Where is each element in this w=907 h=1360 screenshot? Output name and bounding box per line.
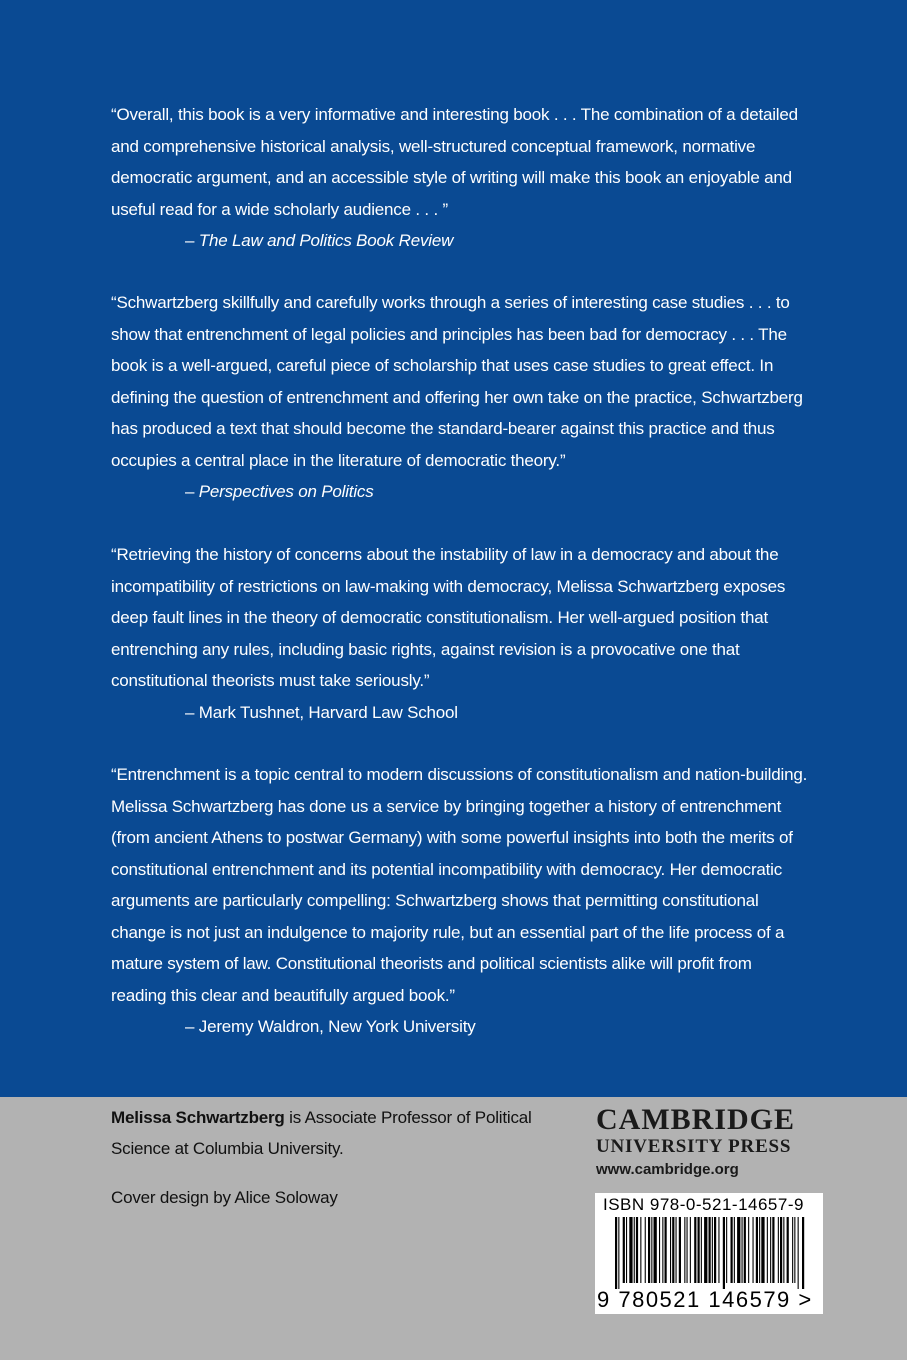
review-quote bbox=[111, 99, 811, 257]
barcode bbox=[595, 1193, 823, 1314]
author-name: Melissa Schwartzberg bbox=[111, 1108, 285, 1127]
barcode-bar bbox=[778, 1217, 779, 1283]
source-title: Perspectives on Politics bbox=[198, 482, 374, 501]
barcode-bar bbox=[679, 1217, 681, 1283]
review-attribution: – Jeremy Waldron, New York University bbox=[185, 1017, 476, 1036]
barcode-bar bbox=[690, 1217, 691, 1283]
review-source bbox=[111, 225, 811, 257]
barcode-bar bbox=[742, 1217, 743, 1283]
barcode-bar bbox=[684, 1217, 685, 1283]
barcode-bar bbox=[792, 1217, 793, 1283]
barcode-bar bbox=[709, 1217, 711, 1283]
review-text: “Schwartzberg skillfully and carefully works through a series of interesting case studies . . . to show that entrenchment of legal policies and principles has been bad for democracy . . . The book is a well-argued, careful piece of scholarship that uses case studies to great effect. In defining the question of entrenchment and offering her own take on the practice, Schwartzberg has produced a text that should become the standard-bearer against this practice and thus occupies a central place in the literature of democratic theory.” bbox=[111, 293, 803, 470]
barcode-bar bbox=[626, 1217, 627, 1283]
barcode-bar bbox=[645, 1217, 646, 1283]
review-text: “Entrenchment is a topic central to modern discussions of constitutionalism and nation-building. Melissa Schwartzberg has done us a service by bringing together a history of entrenchment (from ancient Athens to postwar Germany) with some powerful insights into both the merits of constitutional entrenchment and its potential incompatibility with democracy. Her democratic arguments are particularly compelling: Schwartzberg shows that permitting constitutional change is not just an indulgence to majority rule, but an essential part of the life process of a mature system of law. Constitutional theorists and political scientists alike will profit from reading this clear and beautifully argued book.” bbox=[111, 765, 808, 1005]
barcode-bar bbox=[756, 1217, 758, 1283]
barcode-bar bbox=[770, 1217, 771, 1283]
barcode-bar bbox=[670, 1217, 671, 1283]
barcode-bar bbox=[623, 1217, 625, 1283]
review-source bbox=[111, 476, 811, 508]
barcode-bar bbox=[615, 1217, 617, 1289]
isbn-label: ISBN 978-0-521-14657-9 bbox=[603, 1195, 804, 1214]
source-dash: – bbox=[185, 482, 199, 501]
barcode-bar bbox=[636, 1217, 638, 1283]
barcode-bar bbox=[734, 1217, 735, 1283]
barcode-bar bbox=[712, 1217, 713, 1283]
barcode-bar bbox=[718, 1217, 719, 1283]
review-quote bbox=[111, 759, 811, 1043]
source-dash: – bbox=[185, 231, 199, 250]
review-text: “Retrieving the history of concerns about the instability of law in a democracy and about the incompatibility of restrictions on law-making with democracy, Melissa Schwartzberg exposes deep fault lines in the theory of democratic constitutionalism. Her well-argued position that entrenching any rules, including basic rights, against revision is a provocative one that constitutional theorists must take seriously.” bbox=[111, 545, 786, 690]
barcode-bar bbox=[714, 1217, 716, 1283]
barcode-bar bbox=[665, 1217, 667, 1283]
barcode-bar bbox=[662, 1217, 663, 1283]
barcode-bar bbox=[672, 1217, 674, 1283]
review-text: “Overall, this book is a very informative and interesting book . . . The combination of a detailed and comprehensive historical analysis, well-structured conceptual framework, normative democratic argument, and an accessible style of writing will make this book an enjoyable and useful read for a wide scholarly audience . . . ” bbox=[111, 105, 798, 219]
barcode-bar bbox=[744, 1217, 746, 1283]
barcode-bar bbox=[731, 1217, 733, 1283]
barcode-bar bbox=[794, 1217, 795, 1283]
barcode-bar bbox=[802, 1217, 804, 1289]
barcode-bar bbox=[759, 1217, 760, 1283]
barcode-bar bbox=[761, 1217, 764, 1283]
barcode-bar bbox=[704, 1217, 707, 1283]
publisher-url: www.cambridge.org bbox=[596, 1161, 739, 1178]
publisher-logo bbox=[596, 1105, 826, 1181]
review-quote bbox=[111, 539, 811, 728]
barcode-bar bbox=[772, 1217, 774, 1283]
barcode-bar bbox=[687, 1217, 688, 1283]
barcode-bar bbox=[654, 1217, 657, 1283]
barcode-bar bbox=[737, 1217, 740, 1283]
barcode-bar bbox=[634, 1217, 635, 1283]
barcode-digits: 9 780521 146579 > bbox=[597, 1287, 813, 1312]
barcode-bar bbox=[767, 1217, 768, 1283]
barcode-bar bbox=[798, 1217, 799, 1289]
barcode-bar bbox=[723, 1217, 725, 1289]
barcode-bar bbox=[701, 1217, 702, 1283]
barcode-bar bbox=[676, 1217, 677, 1283]
publisher-subname: UNIVERSITY PRESS bbox=[596, 1136, 792, 1157]
barcode-bar bbox=[780, 1217, 782, 1283]
barcode-bar bbox=[783, 1217, 784, 1283]
author-bio-text: is Associate Professor of Political Science at Columbia University. bbox=[111, 1108, 532, 1158]
barcode-bar bbox=[648, 1217, 650, 1283]
review-quote bbox=[111, 287, 811, 508]
source-title: The Law and Politics Book Review bbox=[198, 231, 454, 250]
barcode-bar bbox=[753, 1217, 754, 1283]
barcode-bars bbox=[615, 1217, 805, 1289]
barcode-bar bbox=[640, 1217, 641, 1283]
barcode-bar bbox=[787, 1217, 789, 1283]
barcode-bar bbox=[659, 1217, 660, 1283]
barcode-bar bbox=[748, 1217, 749, 1283]
barcode-bar bbox=[694, 1217, 696, 1283]
barcode-bar bbox=[698, 1217, 700, 1283]
barcode-bar bbox=[726, 1217, 727, 1283]
cover-credit: Cover design by Alice Soloway bbox=[111, 1188, 338, 1207]
barcode-bar bbox=[618, 1217, 619, 1289]
publisher-name: CAMBRIDGE bbox=[596, 1103, 796, 1136]
author-bio bbox=[111, 1102, 571, 1164]
barcode-bar bbox=[651, 1217, 652, 1283]
review-attribution: – Mark Tushnet, Harvard Law School bbox=[185, 702, 458, 722]
barcode-bar bbox=[629, 1217, 632, 1283]
